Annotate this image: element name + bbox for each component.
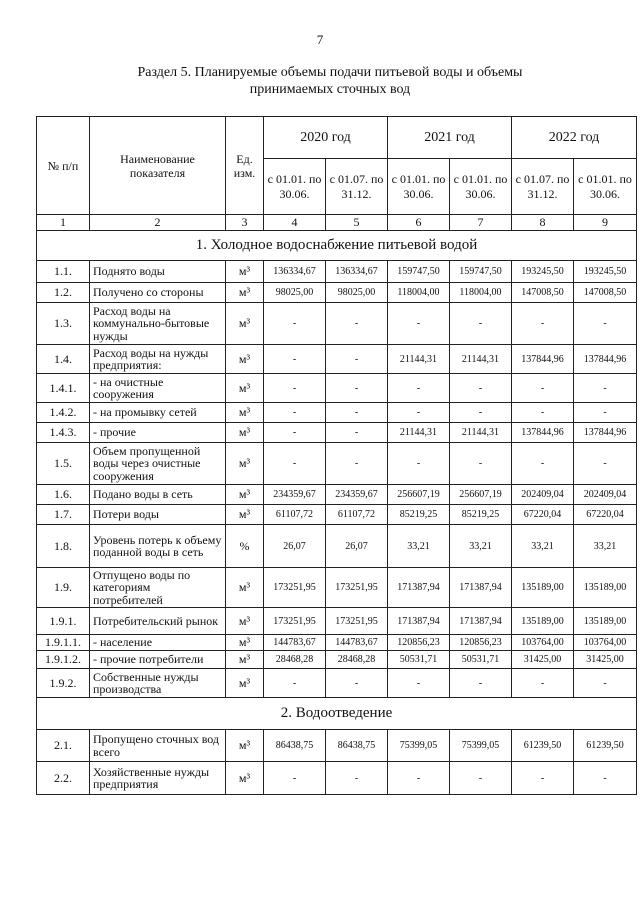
value-cell: - bbox=[326, 374, 388, 403]
value-cell: - bbox=[574, 303, 637, 345]
value-cell: 31425,00 bbox=[574, 651, 637, 669]
unit-cell: м³ bbox=[226, 635, 264, 651]
value-cell: 234359,67 bbox=[264, 485, 326, 505]
page-number: 7 bbox=[316, 32, 324, 47]
unit-cell: м³ bbox=[226, 283, 264, 303]
unit-cell: м³ bbox=[226, 374, 264, 403]
indicator-name: Поднято воды bbox=[90, 261, 226, 283]
value-cell: - bbox=[512, 403, 574, 423]
value-cell: 120856,23 bbox=[450, 635, 512, 651]
table-row bbox=[37, 669, 637, 698]
indicator-name: Подано воды в сеть bbox=[90, 485, 226, 505]
value-cell: 135189,00 bbox=[512, 608, 574, 635]
table-row bbox=[37, 762, 637, 795]
value-cell: 135189,00 bbox=[574, 608, 637, 635]
value-cell: 202409,04 bbox=[512, 485, 574, 505]
unit-cell: м³ bbox=[226, 303, 264, 345]
value-cell: 61239,50 bbox=[574, 730, 637, 762]
header-period: с 01.01. по 30.06. bbox=[574, 159, 637, 215]
value-cell: 136334,67 bbox=[264, 261, 326, 283]
section-heading bbox=[60, 64, 600, 98]
value-cell: 21144,31 bbox=[388, 345, 450, 374]
value-cell: 103764,00 bbox=[512, 635, 574, 651]
value-cell: - bbox=[326, 423, 388, 443]
row-number: 1.9.1. bbox=[37, 608, 90, 635]
value-cell: 21144,31 bbox=[450, 345, 512, 374]
row-number: 1.7. bbox=[37, 505, 90, 525]
value-cell: 61107,72 bbox=[326, 505, 388, 525]
header-period: с 01.01. по 30.06. bbox=[450, 159, 512, 215]
row-number: 1.4.1. bbox=[37, 374, 90, 403]
unit-cell: м³ bbox=[226, 403, 264, 423]
value-cell: - bbox=[512, 762, 574, 795]
value-cell: 86438,75 bbox=[264, 730, 326, 762]
table-row bbox=[37, 730, 637, 762]
unit-cell: м³ bbox=[226, 669, 264, 698]
unit-cell: м³ bbox=[226, 608, 264, 635]
value-cell: 171387,94 bbox=[388, 608, 450, 635]
value-cell: 173251,95 bbox=[326, 608, 388, 635]
indicator-name: - на промывку сетей bbox=[90, 403, 226, 423]
table-row bbox=[37, 568, 637, 608]
value-cell: 147008,50 bbox=[512, 283, 574, 303]
column-number: 1 bbox=[37, 215, 90, 231]
table-row bbox=[37, 345, 637, 374]
value-cell: - bbox=[264, 345, 326, 374]
value-cell: 61107,72 bbox=[264, 505, 326, 525]
header-year-2020: 2020 год bbox=[264, 117, 388, 159]
header-period: с 01.01. по 30.06. bbox=[388, 159, 450, 215]
row-number: 2.2. bbox=[37, 762, 90, 795]
value-cell: - bbox=[388, 403, 450, 423]
indicator-name: Хозяйственные нужды предприятия bbox=[90, 762, 226, 795]
header-row-column-numbers bbox=[37, 215, 637, 231]
value-cell: 85219,25 bbox=[450, 505, 512, 525]
value-cell: - bbox=[388, 374, 450, 403]
value-cell: - bbox=[388, 443, 450, 485]
value-cell: 85219,25 bbox=[388, 505, 450, 525]
header-year-2022: 2022 год bbox=[512, 117, 637, 159]
value-cell: 98025,00 bbox=[264, 283, 326, 303]
value-cell: - bbox=[264, 303, 326, 345]
table-row bbox=[37, 283, 637, 303]
value-cell: 98025,00 bbox=[326, 283, 388, 303]
section-row bbox=[37, 698, 637, 730]
row-number: 1.4. bbox=[37, 345, 90, 374]
value-cell: 171387,94 bbox=[450, 568, 512, 608]
value-cell: 33,21 bbox=[450, 525, 512, 568]
header-period: с 01.07. по 31.12. bbox=[512, 159, 574, 215]
column-number: 7 bbox=[450, 215, 512, 231]
indicator-name: Потери воды bbox=[90, 505, 226, 525]
value-cell: 159747,50 bbox=[450, 261, 512, 283]
value-cell: - bbox=[450, 762, 512, 795]
value-cell: 75399,05 bbox=[388, 730, 450, 762]
row-number: 1.4.3. bbox=[37, 423, 90, 443]
table-row bbox=[37, 374, 637, 403]
table-body bbox=[37, 117, 637, 795]
row-number: 1.6. bbox=[37, 485, 90, 505]
header-period: с 01.07. по 31.12. bbox=[326, 159, 388, 215]
value-cell: - bbox=[450, 669, 512, 698]
value-cell: 256607,19 bbox=[388, 485, 450, 505]
value-cell: 135189,00 bbox=[574, 568, 637, 608]
value-cell: 50531,71 bbox=[450, 651, 512, 669]
value-cell: 256607,19 bbox=[450, 485, 512, 505]
unit-cell: м³ bbox=[226, 730, 264, 762]
value-cell: 118004,00 bbox=[388, 283, 450, 303]
value-cell: 173251,95 bbox=[264, 568, 326, 608]
table-row bbox=[37, 651, 637, 669]
value-cell: 28468,28 bbox=[326, 651, 388, 669]
table-row bbox=[37, 261, 637, 283]
row-number: 1.9.1.2. bbox=[37, 651, 90, 669]
unit-cell: м³ bbox=[226, 261, 264, 283]
section-title: 2. Водоотведение bbox=[37, 698, 637, 730]
column-number: 4 bbox=[264, 215, 326, 231]
value-cell: 28468,28 bbox=[264, 651, 326, 669]
column-number: 5 bbox=[326, 215, 388, 231]
value-cell: 137844,96 bbox=[574, 423, 637, 443]
unit-cell: м³ bbox=[226, 485, 264, 505]
unit-cell: м³ bbox=[226, 568, 264, 608]
column-number: 8 bbox=[512, 215, 574, 231]
value-cell: 75399,05 bbox=[450, 730, 512, 762]
value-cell: 234359,67 bbox=[326, 485, 388, 505]
value-cell: - bbox=[264, 374, 326, 403]
heading-line-2: принимаемых сточных вод bbox=[249, 82, 411, 97]
row-number: 1.5. bbox=[37, 443, 90, 485]
row-number: 1.4.2. bbox=[37, 403, 90, 423]
value-cell: 33,21 bbox=[574, 525, 637, 568]
value-cell: - bbox=[512, 443, 574, 485]
value-cell: 26,07 bbox=[326, 525, 388, 568]
value-cell: - bbox=[264, 669, 326, 698]
value-cell: - bbox=[388, 669, 450, 698]
table-row bbox=[37, 635, 637, 651]
unit-cell: м³ bbox=[226, 651, 264, 669]
value-cell: - bbox=[264, 443, 326, 485]
value-cell: 171387,94 bbox=[388, 568, 450, 608]
value-cell: - bbox=[450, 403, 512, 423]
value-cell: - bbox=[512, 669, 574, 698]
row-number: 1.1. bbox=[37, 261, 90, 283]
indicator-name: - прочие потребители bbox=[90, 651, 226, 669]
value-cell: 136334,67 bbox=[326, 261, 388, 283]
header-period: с 01.01. по 30.06. bbox=[264, 159, 326, 215]
value-cell: - bbox=[574, 374, 637, 403]
value-cell: 33,21 bbox=[388, 525, 450, 568]
value-cell: 21144,31 bbox=[388, 423, 450, 443]
row-number: 1.8. bbox=[37, 525, 90, 568]
unit-cell: м³ bbox=[226, 443, 264, 485]
header-no: № п/п bbox=[37, 117, 90, 215]
value-cell: 137844,96 bbox=[512, 423, 574, 443]
unit-cell: м³ bbox=[226, 345, 264, 374]
value-cell: 137844,96 bbox=[574, 345, 637, 374]
header-name: Наименование показателя bbox=[90, 117, 226, 215]
value-cell: 67220,04 bbox=[574, 505, 637, 525]
indicator-name: Получено со стороны bbox=[90, 283, 226, 303]
column-number: 9 bbox=[574, 215, 637, 231]
value-cell: - bbox=[326, 403, 388, 423]
value-cell: - bbox=[574, 443, 637, 485]
unit-cell: м³ bbox=[226, 423, 264, 443]
value-cell: - bbox=[326, 345, 388, 374]
row-number: 1.2. bbox=[37, 283, 90, 303]
water-volume-table bbox=[36, 116, 637, 795]
table-row bbox=[37, 505, 637, 525]
value-cell: 118004,00 bbox=[450, 283, 512, 303]
indicator-name: Пропущено сточных вод всего bbox=[90, 730, 226, 762]
section-title: 1. Холодное водоснабжение питьевой водой bbox=[37, 231, 637, 261]
value-cell: 103764,00 bbox=[574, 635, 637, 651]
header-unit: Ед. изм. bbox=[226, 117, 264, 215]
value-cell: - bbox=[512, 303, 574, 345]
row-number: 1.9.2. bbox=[37, 669, 90, 698]
table-row bbox=[37, 485, 637, 505]
indicator-name: - на очистные сооружения bbox=[90, 374, 226, 403]
unit-cell: м³ bbox=[226, 762, 264, 795]
value-cell: - bbox=[264, 403, 326, 423]
table-row bbox=[37, 608, 637, 635]
row-number: 1.9. bbox=[37, 568, 90, 608]
indicator-name: Расход воды на коммунально-бытовые нужды bbox=[90, 303, 226, 345]
column-number: 2 bbox=[90, 215, 226, 231]
unit-cell: % bbox=[226, 525, 264, 568]
indicator-name: Собственные нужды производства bbox=[90, 669, 226, 698]
indicator-name: Отпущено воды по категориям потребителей bbox=[90, 568, 226, 608]
column-number: 3 bbox=[226, 215, 264, 231]
value-cell: 159747,50 bbox=[388, 261, 450, 283]
indicator-name: - население bbox=[90, 635, 226, 651]
header-row-years bbox=[37, 117, 637, 159]
value-cell: 33,21 bbox=[512, 525, 574, 568]
value-cell: 137844,96 bbox=[512, 345, 574, 374]
row-number: 2.1. bbox=[37, 730, 90, 762]
value-cell: - bbox=[450, 443, 512, 485]
value-cell: - bbox=[574, 762, 637, 795]
value-cell: - bbox=[326, 443, 388, 485]
value-cell: 120856,23 bbox=[388, 635, 450, 651]
value-cell: - bbox=[450, 303, 512, 345]
value-cell: - bbox=[388, 303, 450, 345]
table-row bbox=[37, 303, 637, 345]
value-cell: - bbox=[326, 762, 388, 795]
value-cell: 147008,50 bbox=[574, 283, 637, 303]
value-cell: 61239,50 bbox=[512, 730, 574, 762]
value-cell: 31425,00 bbox=[512, 651, 574, 669]
value-cell: 144783,67 bbox=[326, 635, 388, 651]
value-cell: - bbox=[450, 374, 512, 403]
table-row bbox=[37, 525, 637, 568]
value-cell: - bbox=[574, 403, 637, 423]
value-cell: 193245,50 bbox=[512, 261, 574, 283]
column-number: 6 bbox=[388, 215, 450, 231]
section-row bbox=[37, 231, 637, 261]
indicator-name: Расход воды на нужды предприятия: bbox=[90, 345, 226, 374]
value-cell: - bbox=[264, 423, 326, 443]
value-cell: 67220,04 bbox=[512, 505, 574, 525]
table-row bbox=[37, 423, 637, 443]
unit-cell: м³ bbox=[226, 505, 264, 525]
value-cell: - bbox=[326, 303, 388, 345]
indicator-name: - прочие bbox=[90, 423, 226, 443]
value-cell: 173251,95 bbox=[326, 568, 388, 608]
indicator-name: Объем пропущенной воды через очистные сооружения bbox=[90, 443, 226, 485]
value-cell: 144783,67 bbox=[264, 635, 326, 651]
value-cell: 171387,94 bbox=[450, 608, 512, 635]
value-cell: 21144,31 bbox=[450, 423, 512, 443]
table-row bbox=[37, 403, 637, 423]
value-cell: - bbox=[388, 762, 450, 795]
value-cell: 86438,75 bbox=[326, 730, 388, 762]
heading-line-1: Раздел 5. Планируемые объемы подачи питьевой воды и объемы bbox=[137, 65, 523, 80]
value-cell: 50531,71 bbox=[388, 651, 450, 669]
value-cell: 135189,00 bbox=[512, 568, 574, 608]
header-year-2021: 2021 год bbox=[388, 117, 512, 159]
indicator-name: Уровень потерь к объему поданной воды в сеть bbox=[90, 525, 226, 568]
table-row bbox=[37, 443, 637, 485]
indicator-name: Потребительский рынок bbox=[90, 608, 226, 635]
value-cell: - bbox=[574, 669, 637, 698]
value-cell: 26,07 bbox=[264, 525, 326, 568]
row-number: 1.3. bbox=[37, 303, 90, 345]
value-cell: - bbox=[264, 762, 326, 795]
value-cell: 173251,95 bbox=[264, 608, 326, 635]
value-cell: - bbox=[326, 669, 388, 698]
value-cell: 193245,50 bbox=[574, 261, 637, 283]
value-cell: 202409,04 bbox=[574, 485, 637, 505]
value-cell: - bbox=[512, 374, 574, 403]
row-number: 1.9.1.1. bbox=[37, 635, 90, 651]
